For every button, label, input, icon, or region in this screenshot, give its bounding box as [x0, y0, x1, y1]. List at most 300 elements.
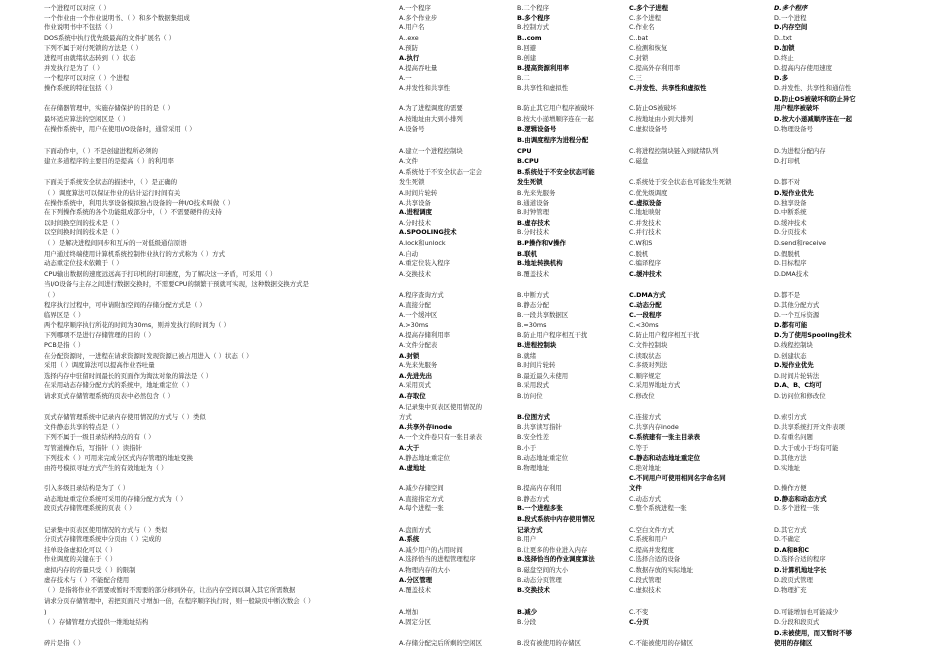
- option-c: C.防止OS被破坏: [629, 104, 677, 112]
- option-b: B.减少: [517, 608, 538, 616]
- question-text: 挂单设备虚拟化可以（ ）: [44, 546, 117, 554]
- question-row: [0, 515, 950, 524]
- question-text: 一个进程可以对应（ ）: [44, 4, 110, 12]
- option-b: B.联机: [517, 250, 538, 258]
- question-text: ): [44, 608, 47, 616]
- option-c: C.不变: [629, 608, 649, 616]
- question-text: 文件静态共享的特点是（ ）: [44, 423, 123, 431]
- option-b: CPU: [517, 147, 532, 155]
- option-a: A.一个程序: [399, 4, 431, 12]
- option-d: D.为了使用Spooling技术: [774, 331, 852, 339]
- option-a: A.预防: [399, 44, 419, 52]
- option-b: B.共享读写指针: [517, 423, 562, 431]
- question-text: 在操作系统中，用户在使用I/O设备时，通常采用（ ）: [44, 125, 196, 133]
- option-b: B.时钟管理: [517, 208, 549, 216]
- question-row: [0, 474, 950, 483]
- option-c: C.按地址由小到大排列: [629, 115, 694, 123]
- option-c: C.编译程序: [629, 259, 662, 267]
- question-text: 请求页式存储管理系统的页表中必然包含（ ）: [44, 392, 174, 400]
- option-c: C.<30ms: [629, 321, 659, 329]
- option-c: C.系统和用户: [629, 535, 668, 543]
- question-row: [0, 413, 950, 422]
- question-text: 下列技术（ ）可用来完成分区式内存管理的地址变换: [44, 454, 194, 462]
- option-a: A.选择恰当的进程管理程序: [399, 555, 476, 563]
- option-a: A.封锁: [399, 352, 420, 360]
- option-a: A.程序查询方式: [399, 291, 444, 299]
- option-d: D.防止OS被破坏和防止异它: [774, 95, 856, 103]
- option-d: D.目标程序: [774, 259, 807, 267]
- option-d: D.内存空间: [774, 23, 808, 31]
- question-row: [0, 576, 950, 585]
- question-text: PCB是指（ ）: [44, 341, 85, 349]
- question-text: 操作系统的特征包括（ ）: [44, 84, 117, 92]
- question-row: [0, 392, 950, 401]
- question-row: [0, 228, 950, 237]
- option-d: D.创建状态: [774, 352, 807, 360]
- question-text: 写管道操作后，写指针（ ）读指针: [44, 444, 142, 452]
- option-b: B.二个程序: [517, 4, 549, 12]
- option-b: B.分段: [517, 618, 537, 626]
- question-text: 下面动作中，（ ）不是创建进程所必须的: [44, 147, 158, 155]
- option-d: D.独享设备: [774, 199, 807, 207]
- question-row: [0, 95, 950, 104]
- option-d: D.都不是: [774, 291, 801, 299]
- option-d: D.多个程序: [774, 4, 808, 12]
- question-row: [0, 639, 950, 648]
- option-a: A.存取位: [399, 392, 426, 400]
- option-c: C.并发性、共享性和虚拟性: [629, 84, 707, 92]
- option-d: D.访问位和修改位: [774, 392, 826, 400]
- option-a: A.设备号: [399, 125, 425, 133]
- option-c: C.等于: [629, 444, 649, 452]
- option-c: C.W和S: [629, 239, 653, 247]
- option-c: C.将进程控制块链入到就绪队列: [629, 147, 719, 155]
- question-text: 作业说明书中不包括（ ）: [44, 23, 117, 31]
- option-a: A.lock和unlock: [399, 239, 446, 247]
- option-d: D.终止: [774, 54, 794, 62]
- option-a: A.进程调度: [399, 208, 433, 216]
- option-c: C.连接方式: [629, 413, 662, 421]
- question-text: 虚拟内存的容量只受（ ）的限制: [44, 566, 136, 574]
- option-c: C.一段程序: [629, 311, 662, 319]
- question-row: [0, 321, 950, 330]
- option-a: A.>30ms: [399, 321, 429, 329]
- option-c: C.读取状态: [629, 352, 662, 360]
- option-b: B.动态地址重定位: [517, 454, 569, 462]
- option-b: B.虚存技术: [517, 219, 550, 227]
- question-text: 一个程序可以对应（ ）个进程: [44, 74, 130, 82]
- question-row: [0, 147, 950, 156]
- option-c: C.虚拟设备: [629, 199, 662, 207]
- question-text: DOS系统中执行优先级最高的文件扩展名（ ）: [44, 34, 176, 42]
- option-b: B.=30ms: [517, 321, 547, 329]
- question-row: [0, 239, 950, 248]
- question-text: 段页式存储管理系统的页表（ ）: [44, 504, 136, 512]
- option-b: B.一段共享数据区: [517, 311, 569, 319]
- question-text: 一个作业由一个作业说明书、（ ）和多个数据集组成: [44, 14, 190, 22]
- question-row: [0, 546, 950, 555]
- question-row: [0, 136, 950, 145]
- option-a: A.分时技术: [399, 219, 431, 227]
- option-c: C.绝对地址: [629, 464, 662, 472]
- option-c: C.动态分配: [629, 301, 662, 309]
- option-a: A.建立一个进程控制块: [399, 147, 463, 155]
- option-a: A.分区管理: [399, 576, 433, 584]
- option-a: A.并发性和共享性: [399, 84, 451, 92]
- option-d: D.时间片轮转法: [774, 372, 820, 380]
- question-text: 页式存储管理系统中记录内存使用情况的方式与（ ）类似: [44, 413, 206, 421]
- question-row: [0, 208, 950, 217]
- option-b: 发生死锁: [517, 178, 543, 186]
- option-d: D.为进程分配内存: [774, 147, 826, 155]
- option-d: D.多个进程一张: [774, 504, 820, 512]
- question-row: [0, 526, 950, 535]
- question-text: 在存储器管理中，实施存储保护的目的是（ ）: [44, 104, 174, 112]
- option-a: A.盘面方式: [399, 526, 431, 534]
- option-a: A.存储分配完后所剩的空闲区: [399, 639, 482, 647]
- option-c: C.多级对列法: [629, 361, 668, 369]
- option-c: C..bat: [629, 34, 649, 42]
- option-c: C.系统建有一张主目录表: [629, 433, 701, 441]
- option-d: D.分段和段页式: [774, 618, 820, 626]
- question-text: 选择内存中驻留时间最长的页面作为淘汰对象的算法是（ ）: [44, 372, 213, 380]
- question-text: 并发执行是为了（ ）: [44, 64, 104, 72]
- option-a: A.提高存储利用率: [399, 331, 451, 339]
- question-row: [0, 115, 950, 124]
- option-b: B..com: [517, 34, 542, 42]
- option-a: A.固定分区: [399, 618, 431, 626]
- question-text: 下列哪项不是进行存储管理的目的（ ）: [44, 331, 155, 339]
- option-d: D.共享系统打开文件表项: [774, 423, 845, 431]
- question-row: [0, 311, 950, 320]
- option-c: C.检测和恢复: [629, 44, 668, 52]
- option-a: A.一: [399, 74, 412, 82]
- option-b: B.就绪: [517, 352, 537, 360]
- option-b: B.磁盘空间的大小: [517, 566, 569, 574]
- option-b: B.物理地址: [517, 464, 549, 472]
- option-c: C.顺序规定: [629, 372, 662, 380]
- question-text: 在操作系统中，利用共享设备模拟独占设备的一种I/O技术叫做（ ）: [44, 199, 235, 207]
- question-row: [0, 44, 950, 53]
- option-d: D.静态和动态方式: [774, 495, 827, 503]
- question-text: （ ）是解决进程间同步和互斥的一对低级通信原语: [44, 239, 187, 247]
- option-d: D.短作业优先: [774, 189, 814, 197]
- option-b: B.小于: [517, 444, 537, 452]
- question-row: [0, 125, 950, 134]
- question-row: [0, 597, 950, 606]
- option-b: B.动态分页管理: [517, 576, 562, 584]
- option-a: A.物理内存的大小: [399, 566, 451, 574]
- question-text: 在下列操作系统的各个功能组成部分中，（ ）不需要硬件的支持: [44, 208, 222, 216]
- option-c: C.空白文件方式: [629, 526, 674, 534]
- option-c: C.不能被使用的存储区: [629, 639, 694, 647]
- question-text: 记录集中页表区使用情况的方式与（ ）类似: [44, 526, 168, 534]
- question-row: [0, 555, 950, 564]
- option-a: A.先来先服务: [399, 361, 438, 369]
- option-b: B.由调度程序为进程分配: [517, 136, 589, 144]
- question-text: 请求分页存储管理中，若把页面尺寸增加一倍，在程序顺序执行时，则一般缺页中断次数会（ ）: [44, 597, 315, 605]
- question-text: 下面关于系统安全状态的描述中，（ ）是正确的: [44, 178, 178, 186]
- option-b: B.段式系统中内存使用情况: [517, 515, 595, 523]
- option-d: D.操作方便: [774, 484, 807, 492]
- option-d: D.一个进程: [774, 14, 807, 22]
- option-a: 方式: [399, 413, 412, 421]
- option-c: C.动态方式: [629, 495, 662, 503]
- option-a: A.共享设备: [399, 199, 431, 207]
- option-c: C.缓冲技术: [629, 270, 662, 278]
- option-a: A.提高吞吐量: [399, 64, 438, 72]
- option-a: A.自动: [399, 250, 419, 258]
- option-d: D.其它方式: [774, 526, 807, 534]
- option-d: D..txt: [774, 34, 792, 42]
- question-text: 在分配资源时，一进程在请求资源时发现资源已被占用进入（ ）状态（ ）: [44, 352, 253, 360]
- option-c: C.优先级调度: [629, 189, 668, 197]
- option-c: C.DMA方式: [629, 291, 666, 299]
- question-row: [0, 341, 950, 350]
- option-a: A.文件: [399, 157, 419, 165]
- option-d: D.短作业优先: [774, 361, 814, 369]
- option-c: C.并行技术: [629, 228, 662, 236]
- option-d: D.其他方法: [774, 454, 807, 462]
- option-a: 发生死锁: [399, 178, 425, 186]
- option-c: C.选择合适的设备: [629, 555, 681, 563]
- question-row: [0, 250, 950, 259]
- option-b: B.安全性差: [517, 433, 549, 441]
- option-b: B.没有被使用的存储区: [517, 639, 581, 647]
- question-row: [0, 444, 950, 453]
- question-row: [0, 464, 950, 473]
- question-text: 下列不属于一级目录结构特点的有（ ）: [44, 433, 155, 441]
- question-text: 碎片是指（ ）: [44, 639, 85, 647]
- option-d: D.段页式管理: [774, 576, 813, 584]
- question-row: [0, 259, 950, 268]
- question-text: （ ）存储管理方式提供一维地址结构: [44, 618, 149, 626]
- option-b: B.P操作和V操作: [517, 239, 566, 247]
- option-b: B.控制方式: [517, 23, 549, 31]
- question-text: 在采用动态存储分配方式的系统中，地址重定位（ ）: [44, 381, 194, 389]
- option-b: B.逻辑设备号: [517, 125, 557, 133]
- option-a: A.按地址由大到小排列: [399, 115, 463, 123]
- question-text: 动态重定位技术依赖于（ ）: [44, 259, 123, 267]
- question-row: [0, 423, 950, 432]
- option-d: D.send和receive: [774, 239, 827, 247]
- option-d: D.索引方式: [774, 413, 807, 421]
- question-row: [0, 23, 950, 32]
- option-d: D.有重名问题: [774, 433, 813, 441]
- question-text: 采用（ ）调度算法可以提高作业吞吐量: [44, 361, 155, 369]
- option-b: B.让更多的作业进入内存: [517, 546, 588, 554]
- question-row: [0, 403, 950, 412]
- option-b: B.位图方式: [517, 413, 550, 421]
- question-row: [0, 331, 950, 340]
- option-b: B.静态分配: [517, 301, 549, 309]
- option-a: A.先进先出: [399, 372, 433, 380]
- option-c: 文件: [629, 484, 642, 492]
- option-c: C.采用界地址方式: [629, 381, 681, 389]
- option-c: C.数据存放的实际地址: [629, 566, 694, 574]
- question-row: [0, 586, 950, 595]
- option-d: 用户程序被破坏: [774, 104, 819, 112]
- option-d: D.A、B、C均可: [774, 381, 822, 389]
- option-c: C.虚拟技术: [629, 586, 662, 594]
- option-c: C.系统处于安全状态也可能发生死锁: [629, 178, 732, 186]
- option-a: A.减少存储空间: [399, 484, 444, 492]
- option-b: B.先来先服务: [517, 189, 556, 197]
- option-c: C.静态和动态地址重定位: [629, 454, 701, 462]
- option-b: B.时间片轮转: [517, 361, 556, 369]
- option-b: B.访问位: [517, 392, 543, 400]
- option-d: D.中断系统: [774, 208, 807, 216]
- option-a: A.采用页式: [399, 381, 431, 389]
- option-d: D.实地址: [774, 464, 801, 472]
- question-row: [0, 629, 950, 638]
- question-row: [0, 74, 950, 83]
- question-row: [0, 178, 950, 187]
- question-text: 最坏适应算法的空闲区是（ ）: [44, 115, 130, 123]
- option-c: C.不同用户可使用相同名字命名同: [629, 474, 726, 482]
- question-text: 下列不属于对付死锁的方法是（ ）: [44, 44, 142, 52]
- question-text: 用户通过终端使用计算机系统控制作业执行的方式称为（ ）方式: [44, 250, 225, 258]
- option-d: D.都不对: [774, 178, 801, 186]
- option-b: B.防止用户程序相互干扰: [517, 331, 588, 339]
- option-a: A.多个作业步: [399, 14, 438, 22]
- option-a: A.用户名: [399, 23, 425, 31]
- question-row: [0, 199, 950, 208]
- question-row: [0, 157, 950, 166]
- option-b: B.按大小递增顺序连在一起: [517, 115, 594, 123]
- question-row: [0, 280, 950, 289]
- question-row: [0, 504, 950, 513]
- question-text: 分页式存储管理系统中分页由（ ）完成的: [44, 535, 162, 543]
- option-d: D.大于或小于均有可能: [774, 444, 839, 452]
- question-row: [0, 14, 950, 23]
- option-d: D.计算机地址字长: [774, 566, 827, 574]
- question-text: 建立多道程序的主要目的是提高（ ）的利用率: [44, 157, 174, 165]
- option-a: A.虚地址: [399, 464, 426, 472]
- option-a: A.覆盖技术: [399, 586, 431, 594]
- option-b: B.交换技术: [517, 586, 550, 594]
- question-row: [0, 484, 950, 493]
- question-row: [0, 4, 950, 13]
- question-row: [0, 84, 950, 93]
- option-b: B.进程控制块: [517, 341, 557, 349]
- option-b: B.选择恰当的作业调度算法: [517, 555, 595, 563]
- question-row: [0, 291, 950, 300]
- option-d: D.缓冲技术: [774, 219, 807, 227]
- option-c: C.地址映射: [629, 208, 662, 216]
- option-d: D.提高内存使用速度: [774, 64, 833, 72]
- question-text: 引入多级目录结构是为了（ ）: [44, 484, 130, 492]
- question-row: [0, 495, 950, 504]
- option-c: C.磁盘: [629, 157, 649, 165]
- question-row: [0, 352, 950, 361]
- option-d: 使用的存储区: [774, 639, 813, 647]
- option-b: B.提高内存利用: [517, 484, 562, 492]
- option-d: D.A和B和C: [774, 546, 810, 554]
- option-b: B.用户: [517, 535, 537, 543]
- question-text: 两个程序顺序执行所花的时间为30ms，则并发执行的时间为（ ）: [44, 321, 230, 329]
- question-text: （ ）是指将作业不需要或暂时不需要的部分移到外存，让出内存空间以调入其它所需数据: [44, 586, 296, 594]
- question-row: [0, 454, 950, 463]
- option-c: C.共享内存inode: [629, 423, 679, 431]
- option-a: A.每个进程一张: [399, 504, 444, 512]
- option-b: B.最近最久未使用: [517, 372, 569, 380]
- option-d: D.按大小递减顺序连在一起: [774, 115, 853, 123]
- option-d: D.多: [774, 74, 789, 82]
- question-text: 以时间换空间的技术是（ ）: [44, 219, 123, 227]
- option-d: D.都有可能: [774, 321, 808, 329]
- question-text: 动态地址重定位系统可采用的存储分配方式为（ ）: [44, 495, 187, 503]
- question-row: [0, 618, 950, 627]
- option-b: B.创建: [517, 54, 537, 62]
- option-d: D.物理设备号: [774, 125, 813, 133]
- option-b: B.采用段式: [517, 381, 549, 389]
- question-row: [0, 381, 950, 390]
- option-a: A.重定位装入程序: [399, 259, 451, 267]
- question-row: [0, 104, 950, 113]
- question-row: [0, 64, 950, 73]
- option-d: D.选择合适的程序: [774, 555, 826, 563]
- option-b: B.地址转换机构: [517, 259, 563, 267]
- option-a: A.一个缓冲区: [399, 311, 438, 319]
- option-c: C.防止用户程序相互干扰: [629, 331, 700, 339]
- question-row: [0, 219, 950, 228]
- option-a: A.为了进程调度的需要: [399, 104, 463, 112]
- option-c: C.并发技术: [629, 219, 662, 227]
- question-row: [0, 608, 950, 617]
- option-d: D.假脱机: [774, 250, 801, 258]
- option-c: C.作业名: [629, 23, 655, 31]
- option-c: C.段式管理: [629, 576, 662, 584]
- option-a: A.执行: [399, 54, 420, 62]
- option-d: D.一个互斥资源: [774, 311, 820, 319]
- option-b: B.二: [517, 74, 530, 82]
- option-c: C.提高外存利用率: [629, 64, 681, 72]
- option-b: B.回避: [517, 44, 537, 52]
- option-a: A.静态地址重定位: [399, 454, 451, 462]
- option-a: A.一个文件卷只有一张目录表: [399, 433, 482, 441]
- option-a: A.增加: [399, 608, 419, 616]
- option-c: C.提高并发程度: [629, 546, 674, 554]
- option-a: A.系统: [399, 535, 420, 543]
- option-b: B.CPU: [517, 157, 539, 165]
- option-a: A.减少用户的占用时间: [399, 546, 463, 554]
- option-c: C.脱机: [629, 250, 649, 258]
- question-text: （ ）: [44, 291, 59, 299]
- question-text: 虚存技术与（ ）不能配合使用: [44, 576, 130, 584]
- question-text: 以空间换时间的技术是（ ）: [44, 228, 123, 236]
- option-b: B.共享性和虚拟性: [517, 84, 569, 92]
- option-b: B.静态方式: [517, 495, 549, 503]
- question-row: [0, 34, 950, 43]
- option-b: B.多个程序: [517, 14, 550, 22]
- question-row: [0, 189, 950, 198]
- option-b: 记录方式: [517, 526, 543, 534]
- question-text: 当I/O设备与主存之间进行数据交换时，不需要CPU的频繁干预就可实现，这种数据交换方式是: [44, 280, 309, 288]
- option-a: A.交换技术: [399, 270, 431, 278]
- option-c: C.分页: [629, 618, 649, 626]
- option-c: C.文件控制块: [629, 341, 668, 349]
- option-a: A.直接分配: [399, 301, 431, 309]
- option-b: B.系统处于不安全状态可能: [517, 168, 595, 176]
- option-b: B.分时技术: [517, 228, 549, 236]
- question-text: 程序执行过程中，可申请附加空间的存储分配方式是（ ）: [44, 301, 206, 309]
- option-d: D.分页技术: [774, 228, 807, 236]
- option-b: B.提高资源利用率: [517, 64, 570, 72]
- question-text: 进程可由就绪状态转到（ ）状态: [44, 54, 136, 62]
- option-c: C.修改位: [629, 392, 655, 400]
- question-row: [0, 270, 950, 279]
